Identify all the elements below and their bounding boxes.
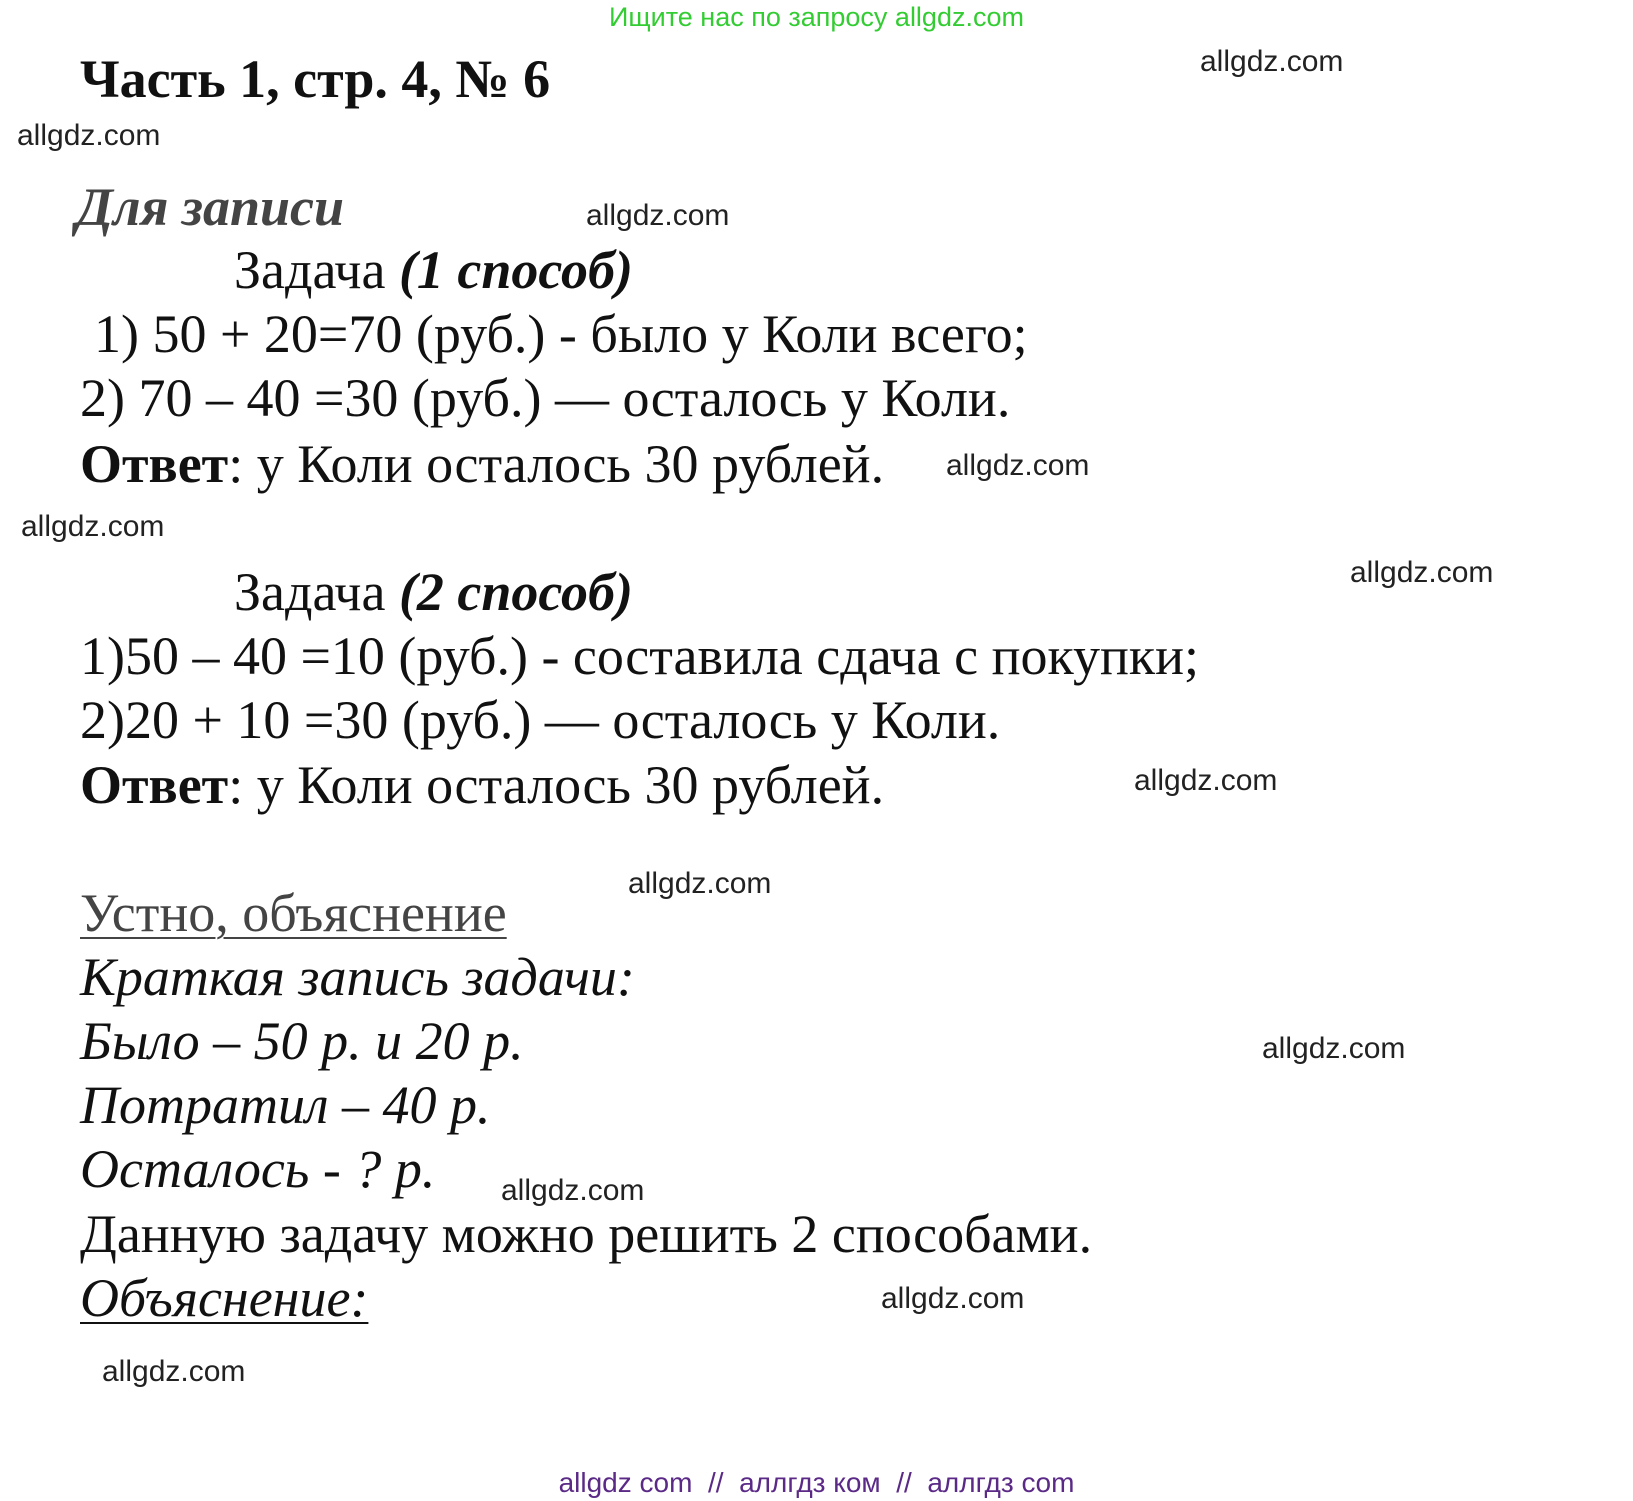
footer-link-1[interactable]: allgdz com	[558, 1467, 693, 1498]
task1-answer-text: : у Коли осталось 30 рублей.	[228, 434, 885, 494]
oral-was: Было – 50 р. и 20 р.	[80, 1011, 524, 1071]
task2-heading	[234, 562, 633, 622]
task1-heading	[234, 240, 633, 300]
page-title: Часть 1, стр. 4, № 6	[80, 49, 551, 109]
task1-answer	[80, 434, 885, 494]
task2-label: Задача	[234, 562, 399, 622]
watermark: allgdz.com	[102, 1355, 246, 1388]
oral-can-solve: Данную задачу можно решить 2 способами.	[80, 1204, 1093, 1264]
footer-links	[0, 1469, 1633, 1497]
task1-step-2: 2) 70 – 40 =30 (руб.) — осталось у Коли.	[80, 368, 1011, 428]
oral-spent: Потратил – 40 р.	[80, 1075, 491, 1135]
footer-separator: //	[880, 1467, 928, 1498]
watermark: allgdz.com	[21, 510, 165, 543]
task2-step-2: 2)20 + 10 =30 (руб.) — осталось у Коли.	[80, 690, 1001, 750]
task2-answer	[80, 755, 885, 815]
watermark: allgdz.com	[1134, 764, 1278, 797]
search-banner	[0, 4, 1633, 31]
watermark: allgdz.com	[1200, 45, 1344, 78]
watermark: allgdz.com	[1350, 556, 1494, 589]
watermark: allgdz.com	[946, 449, 1090, 482]
footer-link-2[interactable]: аллгдз ком	[739, 1467, 881, 1498]
footer-link-3[interactable]: аллгдз com	[927, 1467, 1075, 1498]
banner-site-link[interactable]: allgdz.com	[894, 2, 1024, 32]
task2-method: (2 способ)	[398, 562, 633, 622]
task2-answer-label: Ответ	[80, 755, 229, 815]
task2-step-1: 1)50 – 40 =10 (руб.) - составила сдача с покупки;	[80, 626, 1199, 686]
banner-prefix: Ищите нас по запросу	[609, 2, 895, 32]
watermark: allgdz.com	[881, 1282, 1025, 1315]
task1-label: Задача	[234, 240, 399, 300]
task1-method: (1 способ)	[398, 240, 633, 300]
task2-answer-text: : у Коли осталось 30 рублей.	[228, 755, 885, 815]
watermark: allgdz.com	[628, 867, 772, 900]
watermark: allgdz.com	[586, 199, 730, 232]
oral-left: Осталось - ? р.	[80, 1139, 436, 1199]
task1-answer-label: Ответ	[80, 434, 229, 494]
oral-short-record: Краткая запись задачи:	[80, 947, 635, 1007]
section-record-heading: Для записи	[76, 177, 345, 237]
oral-heading: Устно, объяснение	[80, 883, 507, 943]
watermark: allgdz.com	[501, 1174, 645, 1207]
footer-separator: //	[692, 1467, 740, 1498]
task1-step-1: 1) 50 + 20=70 (руб.) - было у Коли всего;	[94, 304, 1028, 364]
watermark: allgdz.com	[17, 119, 161, 152]
oral-explanation: Объяснение:	[80, 1268, 369, 1328]
watermark: allgdz.com	[1262, 1032, 1406, 1065]
